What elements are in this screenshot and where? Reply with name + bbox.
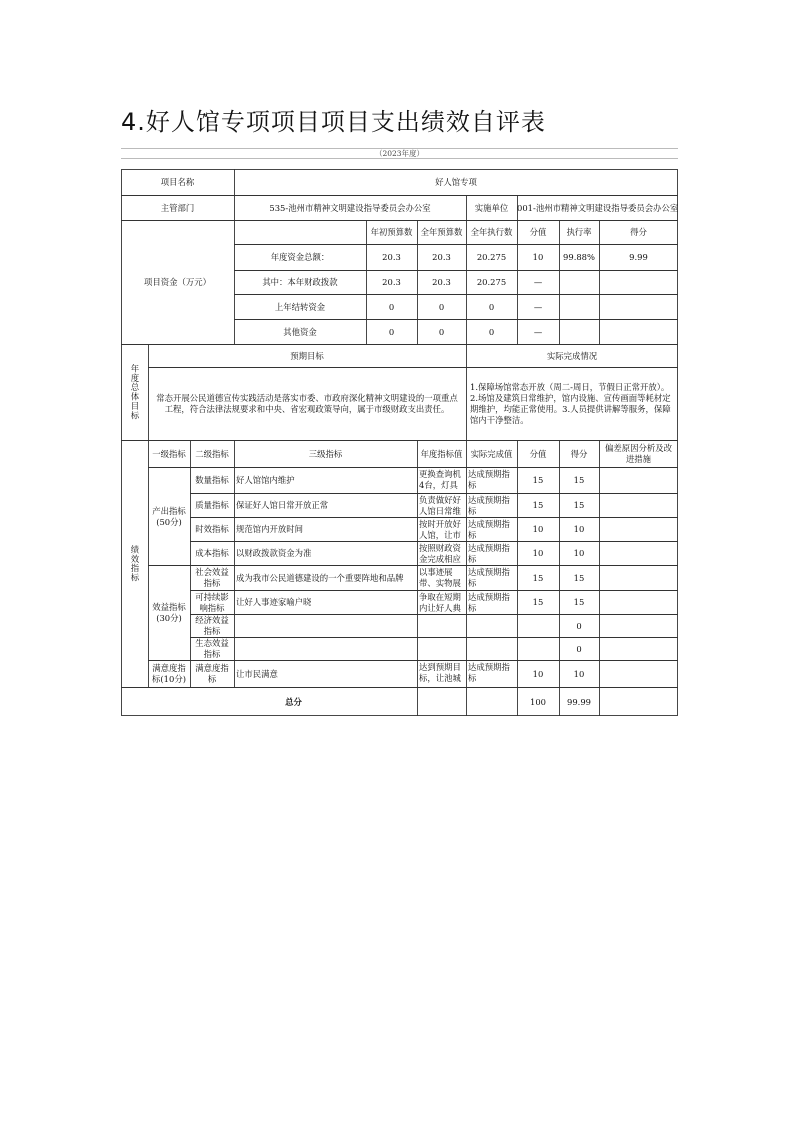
perf-row-value: 10 bbox=[532, 668, 544, 679]
dept-value: 535-池州市精神文明建设指导委员会办公室 bbox=[269, 202, 431, 213]
perf-row-score: 0 bbox=[576, 620, 582, 631]
fund-row-score-value: — bbox=[533, 277, 543, 287]
fund-row-score-value: 10 bbox=[532, 252, 544, 262]
perf-row-l2: 时效指标 bbox=[195, 524, 229, 534]
perf-row-target: 以事迹展带、实物展 bbox=[419, 567, 461, 588]
fund-row-exec: 20.275 bbox=[476, 252, 507, 262]
performance-table bbox=[121, 148, 678, 716]
perf-l1-output: 产出指标(50分) bbox=[152, 505, 186, 527]
fund-header-rate: 执行率 bbox=[566, 227, 592, 237]
fund-row-exec: 0 bbox=[488, 301, 495, 312]
fund-row-score-value: — bbox=[533, 326, 543, 337]
perf-row-score: 10 bbox=[573, 668, 585, 679]
perf-row-l3: 规范馆内开放时间 bbox=[236, 524, 303, 534]
perf-row-score: 15 bbox=[573, 475, 585, 485]
perf-row-l2: 可持续影响指标 bbox=[195, 591, 229, 613]
goals-label: 年度总体目标 bbox=[130, 364, 140, 421]
perf-header-target: 年度指标值 bbox=[420, 448, 463, 459]
page-title: 4.好人馆专项项目项目支出绩效自评表 bbox=[121, 108, 546, 136]
perf-row-l3: 以财政拨款资金为准 bbox=[236, 548, 312, 558]
perf-row-l2: 经济效益指标 bbox=[195, 615, 229, 636]
report-year: （2023年度） bbox=[374, 149, 425, 158]
perf-header-score: 得分 bbox=[570, 448, 588, 459]
expected-goal-header: 预期目标 bbox=[290, 350, 324, 361]
perf-row-l3: 保证好人馆日常开放正常 bbox=[236, 500, 329, 510]
perf-label: 绩效指标 bbox=[130, 545, 140, 583]
perf-row-l3: 让市民满意 bbox=[236, 668, 278, 679]
fund-header-value: 分值 bbox=[529, 227, 547, 237]
perf-row-l2: 满意度指标 bbox=[195, 663, 229, 684]
fund-row-name: 其中：本年财政拨款 bbox=[262, 277, 338, 287]
actual-result-text: 1.保障场馆常态开放（周二-周日，节假日正常开放）。2.场馆及建筑日常维护，馆内设施、宣传画面等耗材定期维护，均能正常使用。3.人员提供讲解等服务，保障馆内干净整洁。 bbox=[470, 382, 671, 425]
perf-row-actual: 达成预期指标 bbox=[468, 543, 510, 564]
perf-row-score: 15 bbox=[573, 597, 585, 607]
perf-row-value: 10 bbox=[532, 548, 544, 558]
perf-row-l2: 社会效益指标 bbox=[195, 567, 229, 588]
project-name-value: 好人馆专项 bbox=[435, 177, 477, 187]
perf-row-value: 15 bbox=[532, 475, 544, 485]
perf-row-target: 争取在短期内让好人典 bbox=[419, 592, 461, 613]
perf-row-value: 10 bbox=[532, 524, 544, 534]
perf-row-target: 负责做好好人馆日常维 bbox=[419, 495, 461, 516]
perf-row-target: 按时开放好人馆，让市 bbox=[419, 519, 461, 540]
perf-header-l1: 一级指标 bbox=[152, 448, 186, 459]
total-value: 100 bbox=[530, 696, 546, 707]
perf-row-target: 更换查询机4台，灯具 bbox=[419, 469, 461, 490]
perf-row-target: 达到预期目标，让池城 bbox=[419, 662, 461, 683]
fund-row-annual: 0 bbox=[438, 326, 445, 337]
fund-header-score: 得分 bbox=[630, 227, 647, 237]
unit-value: 001-池州市精神文明建设指导委员会办公室 bbox=[517, 202, 678, 213]
perf-l1-benefit: 效益指标(30分) bbox=[152, 602, 186, 623]
fund-row-initial: 20.3 bbox=[382, 252, 401, 262]
perf-row-l2: 成本指标 bbox=[195, 548, 229, 558]
expected-goal-text: 常态开展公民道德宣传实践活动是落实市委、市政府深化精神文明建设的一项重点工程，符合法律法规要求和中央、省宏观政策导向，属于市级财政支出责任。 bbox=[156, 393, 458, 414]
perf-row-l3: 成为我市公民道德建设的一个重要阵地和品牌 bbox=[236, 572, 404, 583]
dept-label: 主管部门 bbox=[160, 202, 195, 213]
project-name-label: 项目名称 bbox=[160, 177, 195, 187]
perf-row-l2: 生态效益指标 bbox=[195, 638, 229, 659]
perf-row-score: 0 bbox=[576, 643, 582, 654]
fund-row-exec: 0 bbox=[488, 326, 495, 337]
perf-row-actual: 达成预期指标 bbox=[468, 519, 510, 540]
fund-header-annual: 全年预算数 bbox=[420, 227, 463, 237]
fund-header-initial: 年初预算数 bbox=[370, 227, 413, 237]
perf-row-actual: 达成预期指标 bbox=[468, 662, 510, 683]
fund-header-exec: 全年执行数 bbox=[470, 227, 513, 237]
perf-row-value: 15 bbox=[532, 500, 544, 510]
fund-row-initial: 0 bbox=[388, 301, 395, 312]
perf-row-l2: 质量指标 bbox=[195, 500, 229, 510]
fund-row-score-value: — bbox=[533, 301, 543, 312]
perf-row-actual: 达成预期指标 bbox=[468, 495, 510, 516]
fund-row-score: 9.99 bbox=[629, 252, 648, 262]
perf-header-l2: 二级指标 bbox=[195, 448, 229, 459]
perf-row-l3: 让好人事迹家喻户晓 bbox=[236, 597, 312, 607]
perf-row-score: 10 bbox=[573, 524, 585, 534]
fund-row-annual: 20.3 bbox=[432, 252, 451, 262]
total-score: 99.99 bbox=[567, 696, 591, 707]
fund-row-initial: 0 bbox=[388, 326, 395, 337]
perf-header-l3: 三级指标 bbox=[308, 448, 343, 459]
perf-row-score: 10 bbox=[573, 548, 585, 558]
fund-row-rate: 99.88% bbox=[563, 252, 595, 262]
perf-row-l2: 数量指标 bbox=[195, 475, 229, 485]
perf-row-l3: 好人馆馆内维护 bbox=[236, 475, 295, 485]
perf-row-value: 15 bbox=[532, 572, 544, 583]
perf-row-actual: 达成预期指标 bbox=[468, 469, 510, 490]
unit-label: 实施单位 bbox=[474, 202, 509, 213]
fund-row-initial: 20.3 bbox=[382, 277, 401, 287]
fund-row-name: 年度资金总额： bbox=[270, 252, 330, 262]
perf-row-value: 15 bbox=[532, 597, 544, 607]
perf-row-score: 15 bbox=[573, 572, 585, 583]
perf-row-actual: 达成预期指标 bbox=[468, 592, 510, 613]
perf-header-actual: 实际完成值 bbox=[470, 448, 513, 459]
perf-header-deviation: 偏差原因分析及改进措施 bbox=[605, 443, 672, 464]
fund-row-annual: 20.3 bbox=[432, 277, 451, 287]
total-label: 总分 bbox=[285, 696, 302, 707]
fund-row-annual: 0 bbox=[438, 301, 445, 312]
perf-header-value: 分值 bbox=[529, 448, 547, 459]
fund-row-name: 其他资金 bbox=[283, 326, 317, 337]
fund-row-name: 上年结转资金 bbox=[274, 301, 326, 312]
perf-l1-satisfaction: 满意度指标(10分) bbox=[152, 663, 186, 684]
perf-row-target: 按照财政资金完成相应 bbox=[419, 543, 461, 564]
funds-label: 项目资金（万元） bbox=[144, 277, 211, 287]
fund-row-exec: 20.275 bbox=[476, 277, 507, 287]
perf-row-score: 15 bbox=[573, 500, 585, 510]
perf-row-actual: 达成预期指标 bbox=[468, 567, 510, 588]
actual-result-header: 实际完成情况 bbox=[546, 350, 598, 361]
